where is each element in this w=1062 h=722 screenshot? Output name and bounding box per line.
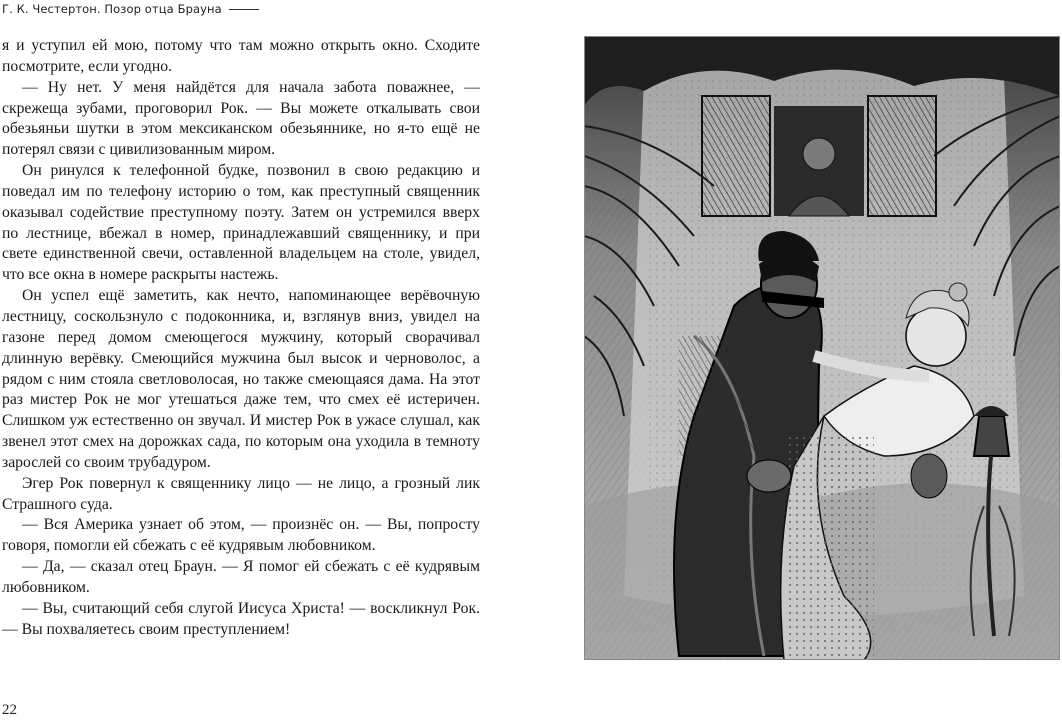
- paragraph: — Вся Америка узнает об этом, — произнёс он. — Вы, попросту говоря, помогли ей сбежать с её кудрявым любовником.: [2, 516, 480, 555]
- paragraph: Он успел ещё заметить, как нечто, напоминающее верёвочную лестницу, соскользнуло с подоконника, и, взглянув вниз, увидел на газоне перед домом смеющегося мужчину, который сворачивал длинную верёвку. Смеющийся мужчина был высок и черноволос, а рядом с ним стояла светловолосая, но также смеющаяся дама. На этот раз мистер Рок не мог утешаться даже тем, что смех её истеричен. Слишком уж естественно он звучал. И мистер Рок в ужасе слушал, как звенел этот смех на дорожках сада, по которым она уходила в темноту зарослей со своим трубадуром.: [2, 287, 480, 471]
- paragraph: — Ну нет. У меня найдётся для начала забота поважнее, — скрежеща зубами, проговорил Рок. — Вы можете откалывать свои обезьяньи шутки в этом мексиканском обезьяннике, но я-то ещё не потерял связи с цивилизованным миром.: [2, 78, 480, 159]
- text-column: [2, 36, 480, 640]
- paragraph: — Да, — сказал отец Браун. — Я помог ей сбежать с её кудрявым любовником.: [2, 558, 480, 596]
- illustration: [584, 36, 1060, 660]
- running-head-rule: [229, 9, 259, 10]
- paragraph: — Вы, считающий себя слугой Иисуса Христа! — воскликнул Рок. — Вы похваляетесь своим преступлением!: [2, 599, 480, 638]
- hand-left: [747, 460, 791, 492]
- running-head: [2, 2, 259, 16]
- paragraph: я и уступил ей мою, потому что там можно открыть окно. Сходите посмотрите, если угодно.: [2, 37, 480, 75]
- illustration-drawing: [584, 36, 1060, 660]
- paragraph: Он ринулся к телефонной будке, позвонил в свою редакцию и поведал им по телефону историю о том, как преступный священник оказывал содействие преступному поэту. Затем он устремился вверх по лестнице, вбежал в номер, принадлежавший священнику, и при свете единственной свечи, оставленной владельцем на столе, увидел, что все окна в номере раскрыты настежь.: [2, 162, 480, 284]
- window: [702, 96, 936, 216]
- hand-right: [911, 454, 947, 498]
- page-number: 22: [2, 702, 17, 718]
- running-head-text: Г. К. Честертон. Позор отца Брауна: [2, 2, 222, 16]
- paragraph: Эгер Рок повернул к священнику лицо — не лицо, а грозный лик Страшного суда.: [2, 474, 480, 513]
